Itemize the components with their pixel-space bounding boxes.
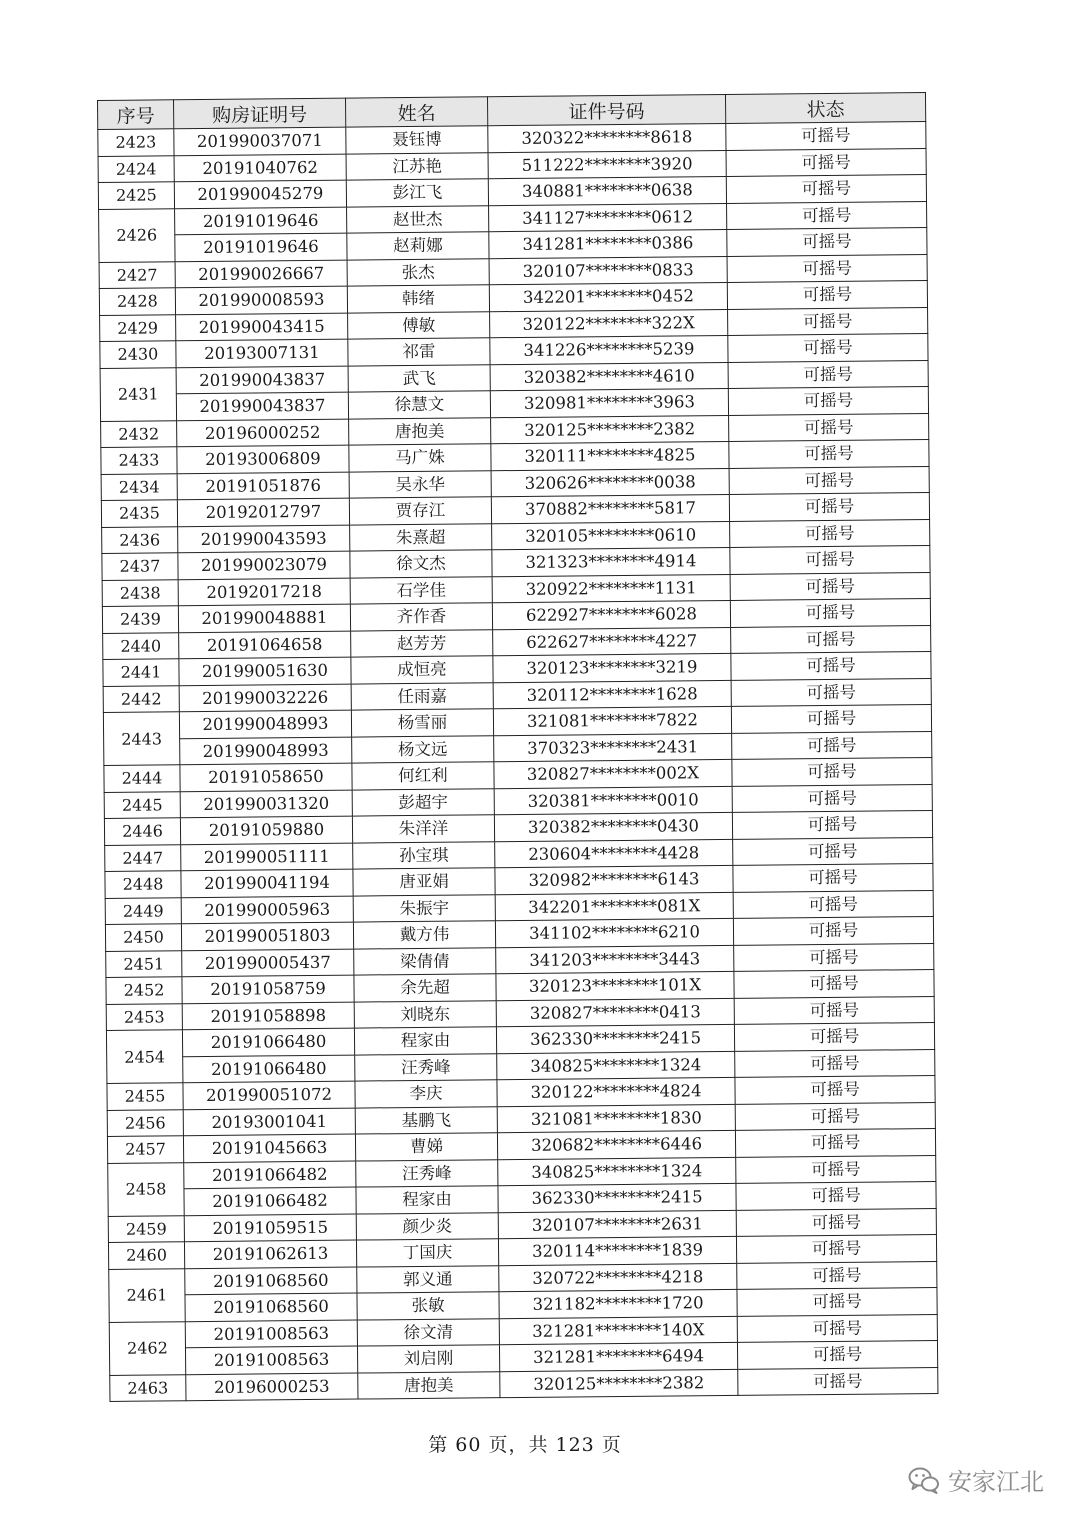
cell-status: 可摇号	[726, 175, 926, 203]
cell-id-number: 622627********4227	[493, 627, 731, 656]
cell-name: 杨文远	[352, 735, 494, 763]
cell-name: 余先超	[354, 974, 496, 1002]
cell-name: 赵芳芳	[351, 629, 493, 657]
cell-seq: 2437	[102, 553, 178, 580]
cell-id-number: 320125********2382	[491, 415, 729, 444]
cell-name: 聂钰博	[346, 126, 488, 154]
cell-name: 李庆	[355, 1080, 497, 1108]
cell-status: 可摇号	[736, 1155, 936, 1183]
cell-certificate-no: 20191064658	[179, 631, 351, 659]
cell-status: 可摇号	[734, 1023, 934, 1051]
cell-certificate-no: 20193006809	[177, 445, 349, 473]
cell-seq: 2459	[108, 1215, 184, 1242]
cell-seq: 2457	[107, 1136, 183, 1163]
cell-id-number: 362330********2415	[498, 1183, 736, 1212]
cell-status: 可摇号	[737, 1340, 937, 1368]
cell-status: 可摇号	[727, 254, 927, 282]
cell-status: 可摇号	[726, 148, 926, 176]
cell-status: 可摇号	[732, 784, 932, 812]
cell-certificate-no: 20191058898	[182, 1002, 354, 1030]
cell-certificate-no: 20191059880	[180, 816, 352, 844]
cell-name: 赵莉娜	[347, 232, 489, 260]
header-seq: 序号	[98, 100, 174, 130]
cell-seq: 2434	[101, 473, 177, 500]
header-status: 状态	[725, 93, 925, 124]
cell-certificate-no: 20191008563	[185, 1346, 357, 1374]
cell-id-number: 320382********0430	[494, 812, 732, 841]
cell-name: 基鹏飞	[355, 1106, 497, 1134]
cell-certificate-no: 201990043837	[176, 392, 348, 420]
cell-id-number: 320982********6143	[495, 865, 733, 894]
cell-id-number: 320626********0038	[491, 468, 729, 497]
cell-id-number: 320105********0610	[492, 521, 730, 550]
cell-status: 可摇号	[733, 890, 933, 918]
cell-id-number: 320111********4825	[491, 441, 729, 470]
cell-id-number: 320107********2631	[498, 1210, 736, 1239]
cell-status: 可摇号	[731, 652, 931, 680]
cell-name: 丁国庆	[356, 1239, 498, 1267]
cell-status: 可摇号	[731, 625, 931, 653]
cell-certificate-no: 201990051803	[181, 922, 353, 950]
cell-id-number: 320981********3963	[490, 388, 728, 417]
cell-certificate-no: 20191058759	[182, 975, 354, 1003]
cell-status: 可摇号	[736, 1181, 936, 1209]
cell-certificate-no: 201990048881	[178, 604, 350, 632]
cell-status: 可摇号	[727, 228, 927, 256]
cell-id-number: 341281********0386	[489, 229, 727, 258]
cell-certificate-no: 20192017218	[178, 578, 350, 606]
cell-id-number: 320125********2382	[500, 1369, 738, 1398]
header-id-number: 证件号码	[487, 94, 725, 125]
cell-name: 马广姝	[349, 444, 491, 472]
cell-seq: 2423	[98, 129, 174, 156]
cell-id-number: 622927********6028	[492, 600, 730, 629]
cell-certificate-no: 201990048993	[179, 710, 351, 738]
cell-id-number: 342201********0452	[489, 282, 727, 311]
wechat-icon	[908, 1466, 940, 1494]
cell-certificate-no: 20191068560	[185, 1267, 357, 1295]
cell-seq: 2438	[102, 579, 178, 606]
cell-name: 吴永华	[349, 470, 491, 498]
cell-certificate-no: 201990032226	[179, 684, 351, 712]
cell-status: 可摇号	[729, 440, 929, 468]
cell-seq: 2447	[105, 844, 181, 871]
header-name: 姓名	[345, 97, 487, 127]
cell-seq: 2436	[102, 526, 178, 553]
cell-status: 可摇号	[736, 1234, 936, 1262]
cell-certificate-no: 201990051630	[179, 657, 351, 685]
cell-certificate-no: 20191019646	[175, 207, 347, 235]
cell-seq: 2452	[106, 977, 182, 1004]
cell-seq: 2443	[103, 712, 180, 766]
cell-name: 汪秀峰	[355, 1053, 497, 1081]
cell-name: 齐作香	[350, 603, 492, 631]
cell-certificate-no: 20191058650	[180, 763, 352, 791]
cell-certificate-no: 20192012797	[177, 498, 349, 526]
cell-certificate-no: 201990008593	[175, 286, 347, 314]
cell-name: 唐亚娟	[353, 868, 495, 896]
cell-name: 贾存江	[349, 497, 491, 525]
cell-certificate-no: 201990023079	[178, 551, 350, 579]
cell-status: 可摇号	[726, 122, 926, 150]
cell-status: 可摇号	[732, 731, 932, 759]
cell-seq: 2431	[100, 367, 177, 421]
cell-seq: 2433	[101, 447, 177, 474]
cell-seq: 2453	[106, 1003, 182, 1030]
cell-id-number: 320322********8618	[488, 123, 726, 152]
table-body	[98, 122, 938, 1402]
cell-status: 可摇号	[729, 493, 929, 521]
cell-seq: 2439	[102, 606, 178, 633]
cell-certificate-no: 20191066480	[183, 1055, 355, 1083]
cell-seq: 2463	[110, 1374, 186, 1401]
cell-seq: 2444	[104, 765, 180, 792]
cell-id-number: 320122********322X	[490, 309, 728, 338]
cell-certificate-no: 201990045279	[174, 180, 346, 208]
cell-id-number: 321182********1720	[499, 1289, 737, 1318]
cell-seq: 2441	[103, 659, 179, 686]
cell-certificate-no: 20191040762	[174, 154, 346, 182]
cell-status: 可摇号	[728, 387, 928, 415]
cell-certificate-no: 20191008563	[185, 1320, 357, 1348]
cell-status: 可摇号	[730, 546, 930, 574]
cell-seq: 2448	[105, 871, 181, 898]
cell-status: 可摇号	[731, 705, 931, 733]
cell-seq: 2454	[106, 1030, 183, 1084]
cell-seq: 2424	[98, 155, 174, 182]
cell-status: 可摇号	[733, 864, 933, 892]
cell-status: 可摇号	[733, 837, 933, 865]
cell-certificate-no: 20191051876	[177, 472, 349, 500]
cell-name: 徐慧文	[348, 391, 490, 419]
cell-name: 唐抱美	[349, 417, 491, 445]
cell-seq: 2456	[107, 1109, 183, 1136]
cell-certificate-no: 201990043593	[178, 525, 350, 553]
cell-seq: 2430	[100, 341, 176, 368]
cell-certificate-no: 20196000253	[186, 1373, 358, 1401]
cell-status: 可摇号	[734, 943, 934, 971]
cell-seq: 2445	[104, 791, 180, 818]
cell-id-number: 341226********5239	[490, 335, 728, 364]
cell-name: 孙宝琪	[353, 841, 495, 869]
cell-id-number: 321081********7822	[493, 706, 731, 735]
cell-id-number: 320123********3219	[493, 653, 731, 682]
cell-seq: 2460	[108, 1242, 184, 1269]
cell-name: 江苏艳	[346, 152, 488, 180]
cell-certificate-no: 20191068560	[185, 1293, 357, 1321]
cell-id-number: 320123********101X	[496, 971, 734, 1000]
cell-id-number: 320922********1131	[492, 574, 730, 603]
cell-seq: 2426	[99, 208, 176, 262]
cell-name: 武飞	[348, 364, 490, 392]
cell-status: 可摇号	[734, 996, 934, 1024]
cell-name: 韩绪	[347, 285, 489, 313]
cell-seq: 2451	[106, 950, 182, 977]
cell-name: 任雨嘉	[351, 682, 493, 710]
cell-id-number: 320382********4610	[490, 362, 728, 391]
cell-name: 石学佳	[350, 576, 492, 604]
cell-id-number: 370882********5817	[491, 494, 729, 523]
cell-status: 可摇号	[731, 678, 931, 706]
cell-id-number: 320107********0833	[489, 256, 727, 285]
cell-id-number: 511222********3920	[488, 150, 726, 179]
cell-name: 曹娣	[355, 1133, 497, 1161]
cell-name: 程家由	[354, 1027, 496, 1055]
cell-id-number: 320827********002X	[494, 759, 732, 788]
cell-certificate-no: 20191062613	[184, 1240, 356, 1268]
cell-name: 彭江飞	[346, 179, 488, 207]
cell-certificate-no: 201990048993	[180, 737, 352, 765]
cell-seq: 2458	[108, 1162, 185, 1216]
cell-id-number: 321281********6494	[499, 1342, 737, 1371]
cell-certificate-no: 201990051111	[181, 843, 353, 871]
cell-seq: 2440	[103, 632, 179, 659]
cell-certificate-no: 20191066480	[182, 1028, 354, 1056]
cell-seq: 2455	[107, 1083, 183, 1110]
cell-id-number: 320122********4824	[497, 1077, 735, 1106]
cell-id-number: 321323********4914	[492, 547, 730, 576]
cell-certificate-no: 201990041194	[181, 869, 353, 897]
cell-id-number: 342201********081X	[495, 892, 733, 921]
cell-status: 可摇号	[737, 1314, 937, 1342]
cell-seq: 2449	[105, 897, 181, 924]
cell-status: 可摇号	[730, 599, 930, 627]
cell-status: 可摇号	[732, 758, 932, 786]
cell-name: 彭超宇	[352, 788, 494, 816]
cell-id-number: 362330********2415	[496, 1024, 734, 1053]
cell-name: 徐文清	[357, 1318, 499, 1346]
cell-name: 朱振宇	[353, 894, 495, 922]
cell-name: 刘启刚	[357, 1345, 499, 1373]
cell-certificate-no: 20196000252	[177, 419, 349, 447]
lottery-eligibility-table	[97, 92, 938, 1402]
cell-seq: 2435	[101, 500, 177, 527]
cell-seq: 2425	[98, 182, 174, 209]
cell-seq: 2461	[109, 1268, 186, 1322]
cell-name: 汪秀峰	[356, 1159, 498, 1187]
cell-status: 可摇号	[736, 1208, 936, 1236]
cell-name: 郭义通	[357, 1265, 499, 1293]
cell-name: 张杰	[347, 258, 489, 286]
cell-status: 可摇号	[727, 281, 927, 309]
cell-name: 徐文杰	[350, 550, 492, 578]
cell-status: 可摇号	[735, 1128, 935, 1156]
cell-certificate-no: 20191045663	[183, 1134, 355, 1162]
cell-name: 成恒亮	[351, 656, 493, 684]
cell-certificate-no: 201990037071	[174, 127, 346, 155]
cell-seq: 2450	[105, 924, 181, 951]
cell-seq: 2442	[103, 685, 179, 712]
header-certificate-no: 购房证明号	[174, 98, 346, 129]
cell-name: 赵世杰	[347, 205, 489, 233]
cell-name: 傅敏	[348, 311, 490, 339]
cell-status: 可摇号	[738, 1367, 938, 1395]
cell-certificate-no: 20193001041	[183, 1108, 355, 1136]
cell-certificate-no: 201990026667	[175, 260, 347, 288]
cell-status: 可摇号	[728, 334, 928, 362]
cell-status: 可摇号	[727, 201, 927, 229]
cell-name: 戴方伟	[353, 921, 495, 949]
cell-status: 可摇号	[735, 1102, 935, 1130]
cell-status: 可摇号	[737, 1287, 937, 1315]
cell-certificate-no: 20191019646	[175, 233, 347, 261]
cell-certificate-no: 201990005437	[182, 949, 354, 977]
page-number-footer: 第 60 页，共 123 页	[428, 1434, 622, 1456]
cell-certificate-no: 201990005963	[181, 896, 353, 924]
cell-id-number: 341102********6210	[495, 918, 733, 947]
cell-seq: 2432	[101, 420, 177, 447]
cell-status: 可摇号	[733, 917, 933, 945]
cell-id-number: 320112********1628	[493, 680, 731, 709]
cell-certificate-no: 20191066482	[184, 1161, 356, 1189]
cell-certificate-no: 20193007131	[176, 339, 348, 367]
cell-name: 朱洋洋	[352, 815, 494, 843]
cell-name: 杨雪丽	[351, 709, 493, 737]
cell-seq: 2428	[99, 288, 175, 315]
cell-name: 朱熹超	[350, 523, 492, 551]
watermark-text: 安家江北	[948, 1468, 1044, 1496]
cell-name: 程家由	[356, 1186, 498, 1214]
cell-id-number: 320827********0413	[496, 998, 734, 1027]
cell-id-number: 320722********4218	[499, 1263, 737, 1292]
cell-certificate-no: 20191059515	[184, 1214, 356, 1242]
cell-certificate-no: 20191066482	[184, 1187, 356, 1215]
cell-id-number: 320114********1839	[498, 1236, 736, 1265]
cell-id-number: 341203********3443	[496, 945, 734, 974]
cell-name: 唐抱美	[358, 1371, 500, 1399]
cell-status: 可摇号	[732, 811, 932, 839]
account-watermark	[908, 1462, 1044, 1497]
cell-status: 可摇号	[735, 1049, 935, 1077]
cell-certificate-no: 201990051072	[183, 1081, 355, 1109]
cell-id-number: 230604********4428	[495, 839, 733, 868]
cell-name: 祁雷	[348, 338, 490, 366]
cell-id-number: 321281********140X	[499, 1316, 737, 1345]
cell-id-number: 340881********0638	[488, 176, 726, 205]
cell-id-number: 320381********0010	[494, 786, 732, 815]
cell-id-number: 320682********6446	[497, 1130, 735, 1159]
cell-status: 可摇号	[730, 572, 930, 600]
cell-name: 刘晓东	[354, 1000, 496, 1028]
cell-seq: 2427	[99, 261, 175, 288]
cell-id-number: 340825********1324	[497, 1051, 735, 1080]
cell-name: 颜少炎	[356, 1212, 498, 1240]
cell-name: 梁倩倩	[354, 947, 496, 975]
cell-id-number: 341127********0612	[489, 203, 727, 232]
cell-status: 可摇号	[728, 360, 928, 388]
cell-status: 可摇号	[737, 1261, 937, 1289]
cell-seq: 2446	[104, 818, 180, 845]
cell-id-number: 370323********2431	[494, 733, 732, 762]
cell-certificate-no: 201990043837	[176, 366, 348, 394]
cell-id-number: 340825********1324	[498, 1157, 736, 1186]
cell-name: 张敏	[357, 1292, 499, 1320]
cell-id-number: 321081********1830	[497, 1104, 735, 1133]
cell-seq: 2462	[109, 1321, 186, 1375]
cell-status: 可摇号	[729, 466, 929, 494]
cell-seq: 2429	[100, 314, 176, 341]
cell-status: 可摇号	[729, 413, 929, 441]
cell-status: 可摇号	[730, 519, 930, 547]
cell-certificate-no: 201990043415	[176, 313, 348, 341]
cell-status: 可摇号	[734, 970, 934, 998]
cell-name: 何红利	[352, 762, 494, 790]
cell-certificate-no: 201990031320	[180, 790, 352, 818]
cell-status: 可摇号	[728, 307, 928, 335]
cell-status: 可摇号	[735, 1076, 935, 1104]
